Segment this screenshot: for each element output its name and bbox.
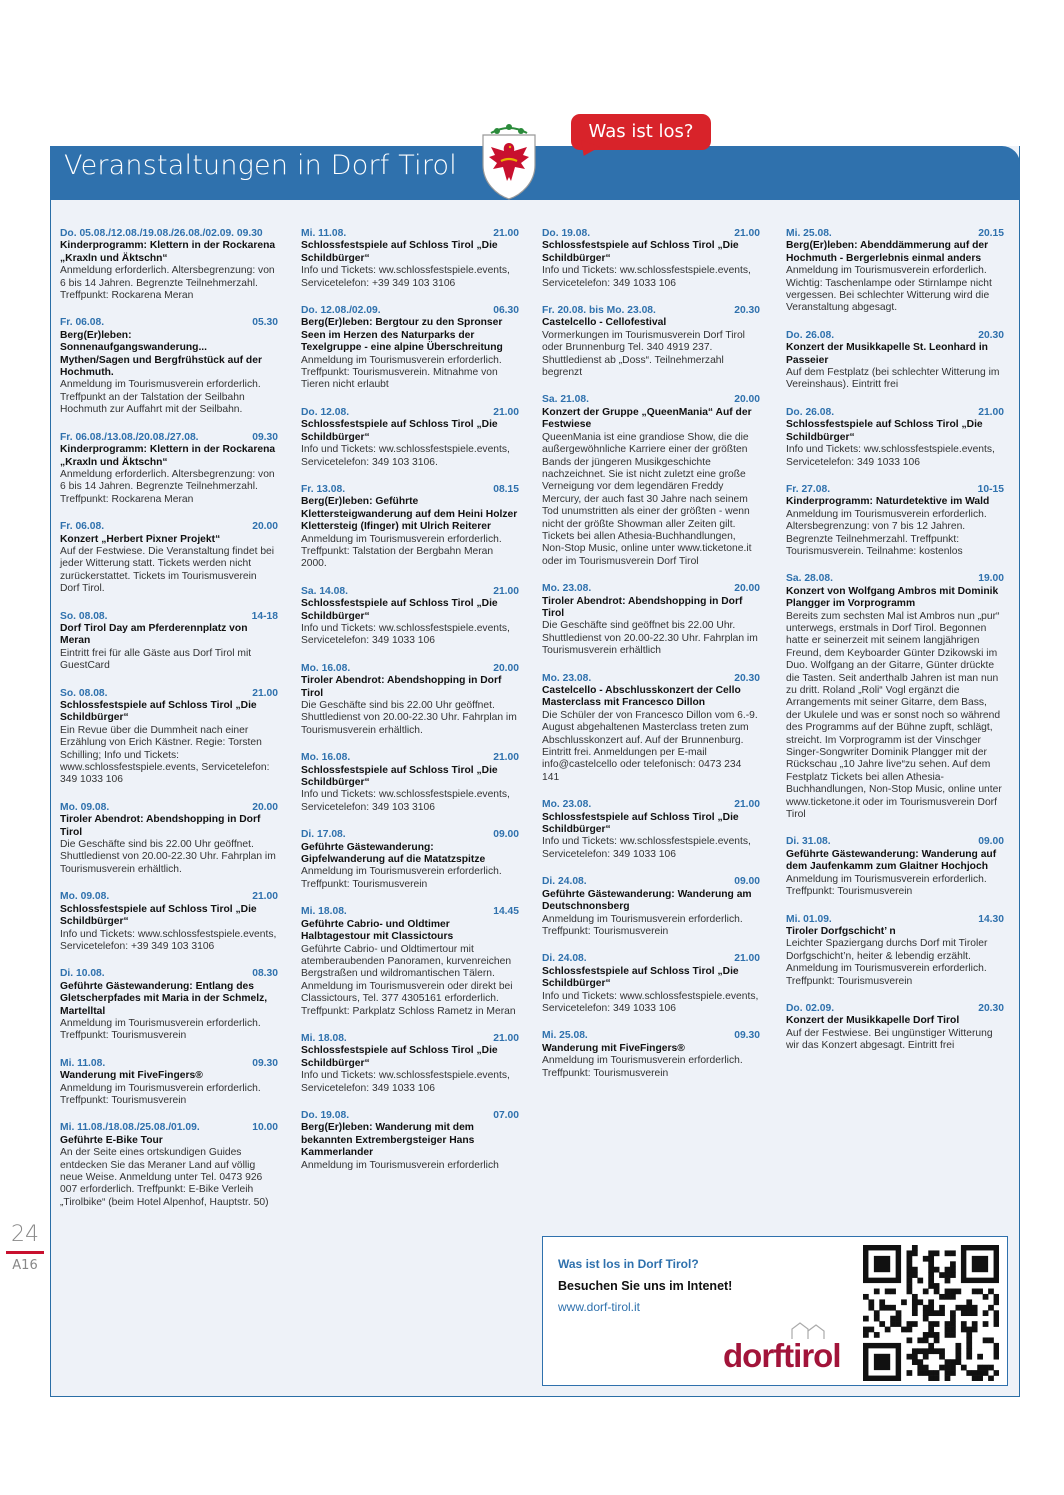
event-description: Geführte Cabrio- und Oldtimertour mit atemberaubenden Panoramen, kurvenreichen Bergstraßen und wildromantischen Tälern. Anmeldung im Tourismusverein oder direkt bei Classictours, Tel. 377 4305161 erforderlich. Treffpunkt: Parkplatz Schloss Rametz in Meran (301, 943, 516, 1017)
event-entry (542, 673, 760, 785)
event-title: Tiroler Abendrot: Abendshopping in Dorf Tirol (542, 595, 743, 619)
event-date-row (60, 317, 278, 329)
event-description: Die Geschäfte sind bis 22.00 Uhr geöffnet. Shuttledienst von 20.00-22.30 Uhr. Fahrplan im Tourismusverein erhältlich. (301, 700, 517, 736)
promo-url-link[interactable]: www.dorf-tirol.it (558, 1300, 641, 1314)
event-title: Konzert „Herbert Pixner Projekt“ (60, 533, 221, 545)
event-time: 21.00 (493, 228, 519, 239)
event-description: Auf der Festwiese. Die Veranstaltung findet bei jeder Witterung statt. Tickets werden nicht zurückerstattet. Tickets im Tourismusverein Dorf Tirol. (60, 545, 275, 595)
event-time: 20.00 (493, 662, 519, 674)
event-description: Anmeldung erforderlich. Altersbegrenzung: von 6 bis 14 Jahren. Begrenzte Teilnehmerzahl. Treffpunkt: Rockarena Meran (60, 468, 275, 505)
page-section-code: A16 (12, 1258, 38, 1273)
event-time: 09.30 (252, 431, 278, 443)
event-time: 20.00 (252, 521, 278, 533)
event-date-row (786, 836, 1004, 848)
event-date: So. 08.08. (60, 610, 108, 622)
event-date: Do. 26.08. (786, 329, 835, 341)
event-time: 09.30 (734, 1030, 760, 1042)
event-description: Auf dem Festplatz (bei schlechter Witterung im Vereinshaus). Eintritt frei (786, 367, 1000, 391)
event-time: 09.00 (734, 876, 760, 888)
event-time: 21.00 (734, 799, 760, 811)
event-date-row (786, 1003, 1004, 1015)
event-date-row (301, 484, 519, 496)
event-date-row (542, 953, 760, 965)
event-title: Castelcello - Abschlusskonzert der Cello Masterclass mit Francesco Dillon (542, 685, 741, 709)
event-title: Konzert der Gruppe „QueenMania“ Auf der Festwiese (542, 406, 752, 431)
event-time: 14-18 (251, 610, 278, 622)
event-entry (301, 1033, 519, 1095)
event-date: Do. 12.08./02.09. (301, 305, 381, 317)
event-description: An der Seite eines ortskundigen Guides entdecken Sie das Meraner Land auf völlig neue Weise. Anmeldung unter Tel. 0473 926 007 erforderlich. Treffpunkt: E-Bike Verleih „Tirolbike“ (beim Hotel Alpenhof, Hauptstr. 50) (60, 1147, 269, 1208)
event-description: Auf der Festwiese. Bei ungünstiger Witterung wir das Konzert abgesagt. Eintritt frei (786, 1027, 993, 1052)
event-description: Anmeldung im Tourismusverein erforderlich. Treffpunkt: Tourismusverein (60, 1017, 261, 1042)
event-time: 21.00 (252, 687, 278, 699)
event-date-row (60, 521, 278, 533)
event-date-row (301, 752, 519, 764)
event-title: Berg(Er)leben: Sonnenaufgangswanderung... Mythen/Sagen und Bergfrühstück auf der Hochmuth. (60, 329, 262, 379)
event-title: Schlossfestspiele auf Schloss Tirol „Die Schildbürger“ (301, 764, 498, 789)
event-date: Do. 26.08. (786, 406, 835, 418)
event-time: 21.00 (493, 585, 519, 597)
event-entry (60, 611, 278, 673)
event-time: 20.30 (734, 672, 760, 684)
event-entry (786, 914, 1004, 988)
page-title: Veranstaltungen in Dorf Tirol (64, 150, 457, 181)
event-date: Di. 10.08. (60, 968, 105, 980)
event-entry (301, 228, 519, 290)
event-description: Die Schüler der von Francesco Dillon vom 6.-9. August abgehaltenen Masterclass treten zum Abschlusskonzert auf. Auf der Brunnenburg. Eintritt frei. Anmeldungen per E-mail info@castelcello oder telefonisch: 0473 234 141 (542, 709, 758, 783)
event-title: Wanderung mit FiveFingers® (60, 1070, 203, 1082)
event-title: Dorf Tirol Day am Pferderennplatz von Meran (60, 622, 248, 647)
event-date-row (542, 228, 760, 240)
event-time: 09.30 (252, 1057, 278, 1069)
event-time: 21.00 (252, 891, 278, 903)
event-time: 20.15 (978, 228, 1004, 239)
event-title: Konzert der Musikkapelle Dorf Tirol (786, 1015, 960, 1027)
event-date: Mo. 16.08. (301, 752, 351, 764)
event-time: 10.00 (252, 1122, 278, 1134)
event-entry (301, 586, 519, 648)
event-date: Do. 02.09. (786, 1002, 835, 1014)
event-entry (60, 688, 278, 787)
promo-box (542, 1236, 1008, 1386)
event-title: Kinderprogramm: Klettern in der Rockarena „Kraxln und Äktschn“ (60, 240, 276, 264)
event-date-row (301, 407, 519, 419)
event-entry (60, 802, 278, 876)
event-description: Anmeldung im Tourismusverein erforderlich. Treffpunkt an der Talstation der Seilbahn Hochmuth zur Auffahrt mit der Seilbahn. (60, 379, 261, 416)
event-title: Tiroler Dorfgschicht’ n (786, 925, 896, 937)
event-entry (301, 752, 519, 814)
event-title: Geführte Cabrio- und Oldtimer Halbtagestour mit Classictours (301, 918, 454, 943)
event-date: Mo. 23.08. (542, 672, 592, 684)
event-title: Schlossfestspiele auf Schloss Tirol „Die Schildbürger“ (786, 419, 983, 443)
event-date-row (786, 407, 1004, 419)
promo-visit-text: Besuchen Sie uns im Intenet! (558, 1279, 733, 1293)
event-time: 08.15 (493, 483, 519, 495)
event-entry (60, 1122, 278, 1209)
event-description: Info und Tickets: www.schlossfestspiele.events, Servicetelefon: +39 349 103 3106 (60, 928, 277, 952)
event-description: Info und Tickets: ww.schlossfestspiele.events, Servicetelefon: 349 103 3106. (301, 444, 510, 468)
event-date: Mi. 25.08. (542, 1030, 588, 1042)
event-entry (786, 330, 1004, 392)
event-title: Castelcello - Cellofestival (542, 317, 667, 329)
event-entry (60, 228, 278, 302)
event-description: Anmeldung im Tourismusverein erforderlich. Wichtig: Taschenlampe oder Stirnlampe nicht vergessen. Bei schlechter Witterung wird die Veranstaltung abgesagt. (786, 265, 992, 314)
event-title: Geführte Gästewanderung: Gipfelwanderung auf die Matatzspitze (301, 841, 486, 866)
qr-code-icon[interactable] (863, 1245, 999, 1381)
event-entry (60, 891, 278, 953)
event-time: 20.00 (734, 394, 760, 406)
event-time: 21.00 (734, 953, 760, 965)
event-description: Info und Tickets: ww.schlossfestspiele.events, Servicetelefon: 349 1033 106 (301, 1070, 510, 1094)
event-time: 21.00 (978, 406, 1004, 418)
event-title: Schlossfestspiele auf Schloss Tirol „Die Schildbürger“ (60, 903, 257, 928)
event-entry (786, 228, 1004, 315)
event-date: Mo. 16.08. (301, 662, 351, 674)
event-date-row (301, 1033, 519, 1045)
event-entry (542, 1030, 760, 1080)
logo-text-dorf: dorf (723, 1337, 784, 1374)
event-time: 06.30 (493, 305, 519, 317)
event-entry (301, 407, 519, 469)
event-description: Vormerkungen im Tourismusverein Dorf Tirol oder Brunnenburg Tel. 340 4919 237. Shuttledienst ab „Doss“. Teilnehmerzahl begrenzt (542, 329, 745, 379)
event-date: Mi. 11.08. (301, 228, 347, 239)
event-date: Do. 05.08./12.08./19.08./26.08./02.09. 09.30 (60, 228, 263, 239)
event-date: Fr. 06.08. (60, 317, 105, 329)
event-date-row (60, 611, 278, 623)
event-date: Sa. 21.08. (542, 394, 589, 406)
event-entry (542, 876, 760, 938)
event-date: Di. 24.08. (542, 876, 587, 888)
event-time: 10-15 (977, 483, 1004, 495)
event-title: Geführte Gästewanderung: Wanderung auf dem Jaufenkamm zum Glaitner Hochjoch (786, 848, 997, 873)
event-entry (60, 968, 278, 1042)
event-date: Fr. 20.08. bis Mo. 23.08. (542, 305, 656, 317)
event-description: Info und Tickets: ww.schlossfestspiele.events, Servicetelefon: +39 349 103 3106 (301, 265, 510, 289)
events-column-3 (542, 228, 760, 1095)
event-time: 07.00 (493, 1109, 519, 1121)
event-date-row (301, 906, 519, 918)
event-date-row (786, 573, 1004, 585)
event-date: Mo. 09.08. (60, 891, 110, 903)
event-title: Berg(Er)leben: Abenddämmerung auf der Hochmuth - Bergerlebnis einmal anders (786, 240, 989, 264)
event-title: Berg(Er)leben: Bergtour zu den Spronser Seen im Herzen des Naturparks der Texelgruppe - eine alpine Überschreitung (301, 317, 503, 354)
event-date-row (786, 330, 1004, 342)
event-date: Fr. 06.08. (60, 521, 105, 533)
event-title: Schlossfestspiele auf Schloss Tirol „Die Schildbürger“ (301, 240, 498, 264)
event-title: Schlossfestspiele auf Schloss Tirol „Die Schildbürger“ (301, 598, 498, 622)
event-date-row (60, 968, 278, 980)
event-description: Anmeldung im Tourismusverein erforderlich. Altersbegrenzung: von 7 bis 12 Jahren. Begrenzte Teilnehmerzahl. Treffpunkt: Tourismusverein. Teilnahme: kostenlos (786, 508, 987, 557)
event-description: Info und Tickets: ww.schlossfestspiele.events, Servicetelefon: 349 1033 106 (301, 622, 510, 647)
event-date-row (542, 799, 760, 811)
event-description: Anmeldung im Tourismusverein erforderlich. Treffpunkt: Tourismusverein (542, 913, 743, 937)
event-description: Bereits zum sechsten Mal ist Ambros nun „pur“ unterwegs, erstmals in Dorf Tirol. Begonnen hatte er seinerzeit mit seinem langjährigen Freund, dem Keyboarder Günter Dzikowski im Duo. Wolfgang an der Gitarre, Günter drückte die Tasten. Seit anderthalb Jahren ist man nun zu dritt. Roland „Roli“ Vogl ergänzt die Arrangements mit seiner Gitarre, dem Bass, der Ukulele und was er sonst noch so während des Programms auf der Bühne zupft, schlägt, streicht. Im Vorprogramm ist der Vinschger Singer-Songwriter Dominik Plangger mit der Rückschau „10 Jahre live“zu sehen. Auf dem Festplatz Tickets bei allen Athesia-Buchhandlungen, Non-Stop Music, online unter www.ticketone.it oder im Tourismusverein Dorf Tirol (786, 610, 1002, 821)
event-time: 21.00 (734, 228, 760, 239)
event-title: Berg(Er)leben: Geführte Klettersteigwanderung auf dem Heini Holzer Klettersteig (Ifinger) mit Ulrich Reiterer (301, 496, 518, 533)
event-date-row (542, 394, 760, 406)
event-entry (301, 484, 519, 571)
event-date: Sa. 28.08. (786, 573, 833, 585)
page-number-block (6, 1222, 44, 1273)
event-time: 21.00 (493, 752, 519, 764)
event-entry (60, 317, 278, 416)
event-time: 19.00 (978, 573, 1004, 585)
event-time: 20.00 (734, 583, 760, 595)
event-time: 20.30 (734, 305, 760, 317)
event-entry (786, 484, 1004, 558)
event-description: Anmeldung im Tourismusverein erforderlich (301, 1159, 499, 1171)
event-entry (60, 432, 278, 506)
event-date-row (301, 663, 519, 675)
logo-text-tirol: tirol (783, 1337, 841, 1374)
event-time: 20.00 (252, 801, 278, 813)
event-title: Tiroler Abendrot: Abendshopping in Dorf Tirol (60, 814, 261, 838)
event-title: Tiroler Abendrot: Abendshopping in Dorf Tirol (301, 675, 502, 699)
event-date: Do. 12.08. (301, 406, 350, 418)
event-title: Kinderprogramm: Naturdetektive im Wald (786, 496, 990, 508)
event-description: Anmeldung im Tourismusverein erforderlich. Treffpunkt: Talstation der Bergbahn Meran 2000. (301, 533, 502, 570)
event-date-row (301, 829, 519, 841)
event-title: Konzert von Wolfgang Ambros mit Dominik Plangger im Vorprogramm (786, 585, 999, 610)
event-date-row (60, 802, 278, 814)
event-description: Info und Tickets: ww.schlossfestspiele.events, Servicetelefon: 349 1033 106 (542, 265, 751, 289)
event-time: 09.00 (978, 836, 1004, 848)
event-date-row (60, 1058, 278, 1070)
event-title: Geführte Gästewanderung: Wanderung am Deutschnonsberg (542, 888, 752, 913)
event-entry (301, 305, 519, 392)
event-description: Info und Tickets: ww.schlossfestspiele.events, Servicetelefon: 349 1033 106 (542, 836, 751, 860)
promo-question: Was ist los in Dorf Tirol? (558, 1257, 699, 1271)
event-time: 05.30 (252, 317, 278, 329)
event-title: Berg(Er)leben: Wanderung mit dem bekannten Extrembergsteiger Hans Kammerlander (301, 1122, 475, 1159)
event-date: Di. 24.08. (542, 953, 587, 965)
events-column-4 (786, 228, 1004, 1068)
event-description: Info und Tickets: ww.schlossfestspiele.events, Servicetelefon: 349 1033 106 (786, 444, 995, 468)
event-description: Anmeldung erforderlich. Altersbegrenzung: von 6 bis 14 Jahren. Begrenzte Teilnehmerzahl. Treffpunkt: Rockarena Meran (60, 265, 275, 302)
event-entry (60, 1058, 278, 1108)
event-date-row (542, 673, 760, 685)
event-description: Anmeldung im Tourismusverein erforderlich. Treffpunkt: Tourismusverein (301, 866, 502, 890)
event-date: Do. 19.08. (542, 228, 591, 239)
event-date-row (60, 688, 278, 700)
event-date: Mo. 23.08. (542, 799, 592, 811)
event-title: Kinderprogramm: Klettern in der Rockarena „Kraxln und Äktschn“ (60, 444, 276, 468)
event-date-row (542, 583, 760, 595)
event-time: 14.30 (978, 913, 1004, 925)
event-entry (786, 836, 1004, 898)
event-description: Die Geschäfte sind bis 22.00 Uhr geöffnet. Shuttledienst von 20.00-22.30 Uhr. Fahrplan im Tourismusverein erhältlich. (60, 839, 276, 875)
event-title: Schlossfestspiele auf Schloss Tirol „Die Schildbürger“ (301, 419, 498, 443)
event-date-row (60, 1122, 278, 1134)
event-date: Fr. 27.08. (786, 483, 831, 495)
event-description: Info und Tickets: ww.schlossfestspiele.events, Servicetelefon: 349 103 3106 (301, 789, 510, 813)
event-date-row (301, 305, 519, 317)
event-entry (786, 1003, 1004, 1053)
event-entry (301, 1110, 519, 1172)
event-date-row (542, 305, 760, 317)
event-entry (542, 583, 760, 657)
event-date: Mi. 11.08. (60, 1057, 106, 1069)
event-time: 14.45 (493, 906, 519, 918)
event-date: Mi. 18.08. (301, 906, 347, 918)
event-date: Do. 19.08. (301, 1109, 350, 1121)
event-title: Konzert der Musikkapelle St. Leonhard in Passeier (786, 342, 988, 366)
event-description: Ein Revue über die Dummheit nach einer Erzählung von Erich Kästner. Regie: Torsten Schilling; Info und Tickets: www.schlossfestspiele.events, Servicetelefon: 349 1033 106 (60, 724, 270, 786)
event-date: Fr. 06.08./13.08./20.08./27.08. (60, 431, 199, 443)
event-date-row (60, 891, 278, 903)
event-time: 20.30 (978, 1002, 1004, 1014)
event-title: Wanderung mit FiveFingers® (542, 1042, 685, 1054)
event-date-row (786, 484, 1004, 496)
page-number: 24 (11, 1222, 39, 1247)
event-date: Mi. 25.08. (786, 228, 832, 239)
event-date: Mi. 01.09. (786, 913, 832, 925)
event-date-row (542, 1030, 760, 1042)
event-date-row (60, 432, 278, 444)
event-date: So. 08.08. (60, 687, 108, 699)
event-title: Schlossfestspiele auf Schloss Tirol „Die Schildbürger“ (542, 240, 739, 264)
event-entry (542, 799, 760, 861)
event-entry (301, 663, 519, 737)
event-date-row (301, 586, 519, 598)
dorf-tirol-logo (723, 1337, 840, 1375)
event-description: Eintritt frei für alle Gäste aus Dorf Tirol mit GuestCard (60, 647, 252, 672)
event-description: Anmeldung im Tourismusverein erforderlich. Treffpunkt: Tourismusverein (786, 873, 987, 898)
event-description: Anmeldung im Tourismusverein erforderlich. Treffpunkt: Tourismusverein (60, 1082, 261, 1106)
event-title: Geführte E-Bike Tour (60, 1134, 163, 1146)
event-description: Anmeldung im Tourismusverein erforderlich. Treffpunkt: Tourismusverein (542, 1055, 743, 1079)
event-date-row (786, 914, 1004, 926)
event-title: Geführte Gästewanderung: Entlang des Gletscherpfades mit Maria in der Schmelz, Martelltal (60, 980, 268, 1017)
tirol-crest-icon (477, 121, 541, 201)
event-date-row (301, 228, 519, 240)
event-entry (542, 305, 760, 379)
event-date-row (542, 876, 760, 888)
event-date: Fr. 13.08. (301, 483, 346, 495)
event-date-row (60, 228, 278, 240)
event-date: Mi. 11.08./18.08./25.08./01.09. (60, 1122, 200, 1134)
event-entry (786, 573, 1004, 821)
event-title: Schlossfestspiele auf Schloss Tirol „Die Schildbürger“ (301, 1045, 498, 1069)
event-entry (301, 906, 519, 1018)
event-title: Schlossfestspiele auf Schloss Tirol „Die Schildbürger“ (542, 965, 739, 990)
was-ist-los-badge: Was ist los? (571, 114, 711, 150)
event-description: Leichter Spaziergang durchs Dorf mit Tiroler Dorfgschicht’n, heiter & lebendig erzählt. Anmeldung im Tourismusverein erforderlich. Treffpunkt: Tourismusverein (786, 938, 988, 987)
event-entry (60, 521, 278, 595)
event-entry (542, 228, 760, 290)
event-date: Di. 17.08. (301, 829, 346, 841)
event-time: 09.00 (493, 829, 519, 841)
event-entry (786, 407, 1004, 469)
events-column-1 (60, 228, 278, 1224)
event-date-row (301, 1110, 519, 1122)
page-number-divider (6, 1251, 44, 1254)
events-column-2 (301, 228, 519, 1187)
event-time: 21.00 (493, 1032, 519, 1044)
event-description: Die Geschäfte sind geöffnet bis 22.00 Uhr. Shuttledienst von 20.00-22.30 Uhr. Fahrplan im Tourismusverein erhältlich (542, 620, 758, 657)
event-entry (542, 394, 760, 568)
event-date: Mo. 23.08. (542, 583, 592, 595)
event-entry (542, 953, 760, 1015)
event-time: 08.30 (252, 968, 278, 980)
event-description: Info und Tickets: www.schlossfestspiele.events, Servicetelefon: 349 1033 106 (542, 990, 759, 1014)
event-time: 21.00 (493, 406, 519, 418)
event-date: Sa. 14.08. (301, 585, 348, 597)
event-description: QueenMania ist eine grandiose Show, die die außergewöhnliche Karriere einer der größten Bands der jüngeren Musikgeschichte nachzeichnet. Sie ist nicht zuletzt eine große Verneigung vor dem legendären Freddy Mercury, der auch fast 30 Jahre nach seinem Tod unumstritten als einer der größten - wenn nicht der größte Showman aller Zeiten gilt. Tickets bei allen Athesia-Buchhandlungen, Non-Stop Music, online unter www.ticketone.it oder im Tourismusverein Dorf Tirol (542, 431, 752, 567)
event-date: Mi. 18.08. (301, 1032, 347, 1044)
event-date: Mo. 09.08. (60, 801, 110, 813)
event-description: Anmeldung im Tourismusverein erforderlich. Treffpunkt: Tourismusverein. Mitnahme von Tieren nicht erlaubt (301, 354, 502, 391)
event-entry (301, 829, 519, 891)
event-title: Schlossfestspiele auf Schloss Tirol „Die Schildbürger“ (60, 700, 257, 724)
event-time: 20.30 (978, 329, 1004, 341)
event-date-row (786, 228, 1004, 240)
event-date: Di. 31.08. (786, 836, 831, 848)
event-title: Schlossfestspiele auf Schloss Tirol „Die Schildbürger“ (542, 811, 739, 836)
